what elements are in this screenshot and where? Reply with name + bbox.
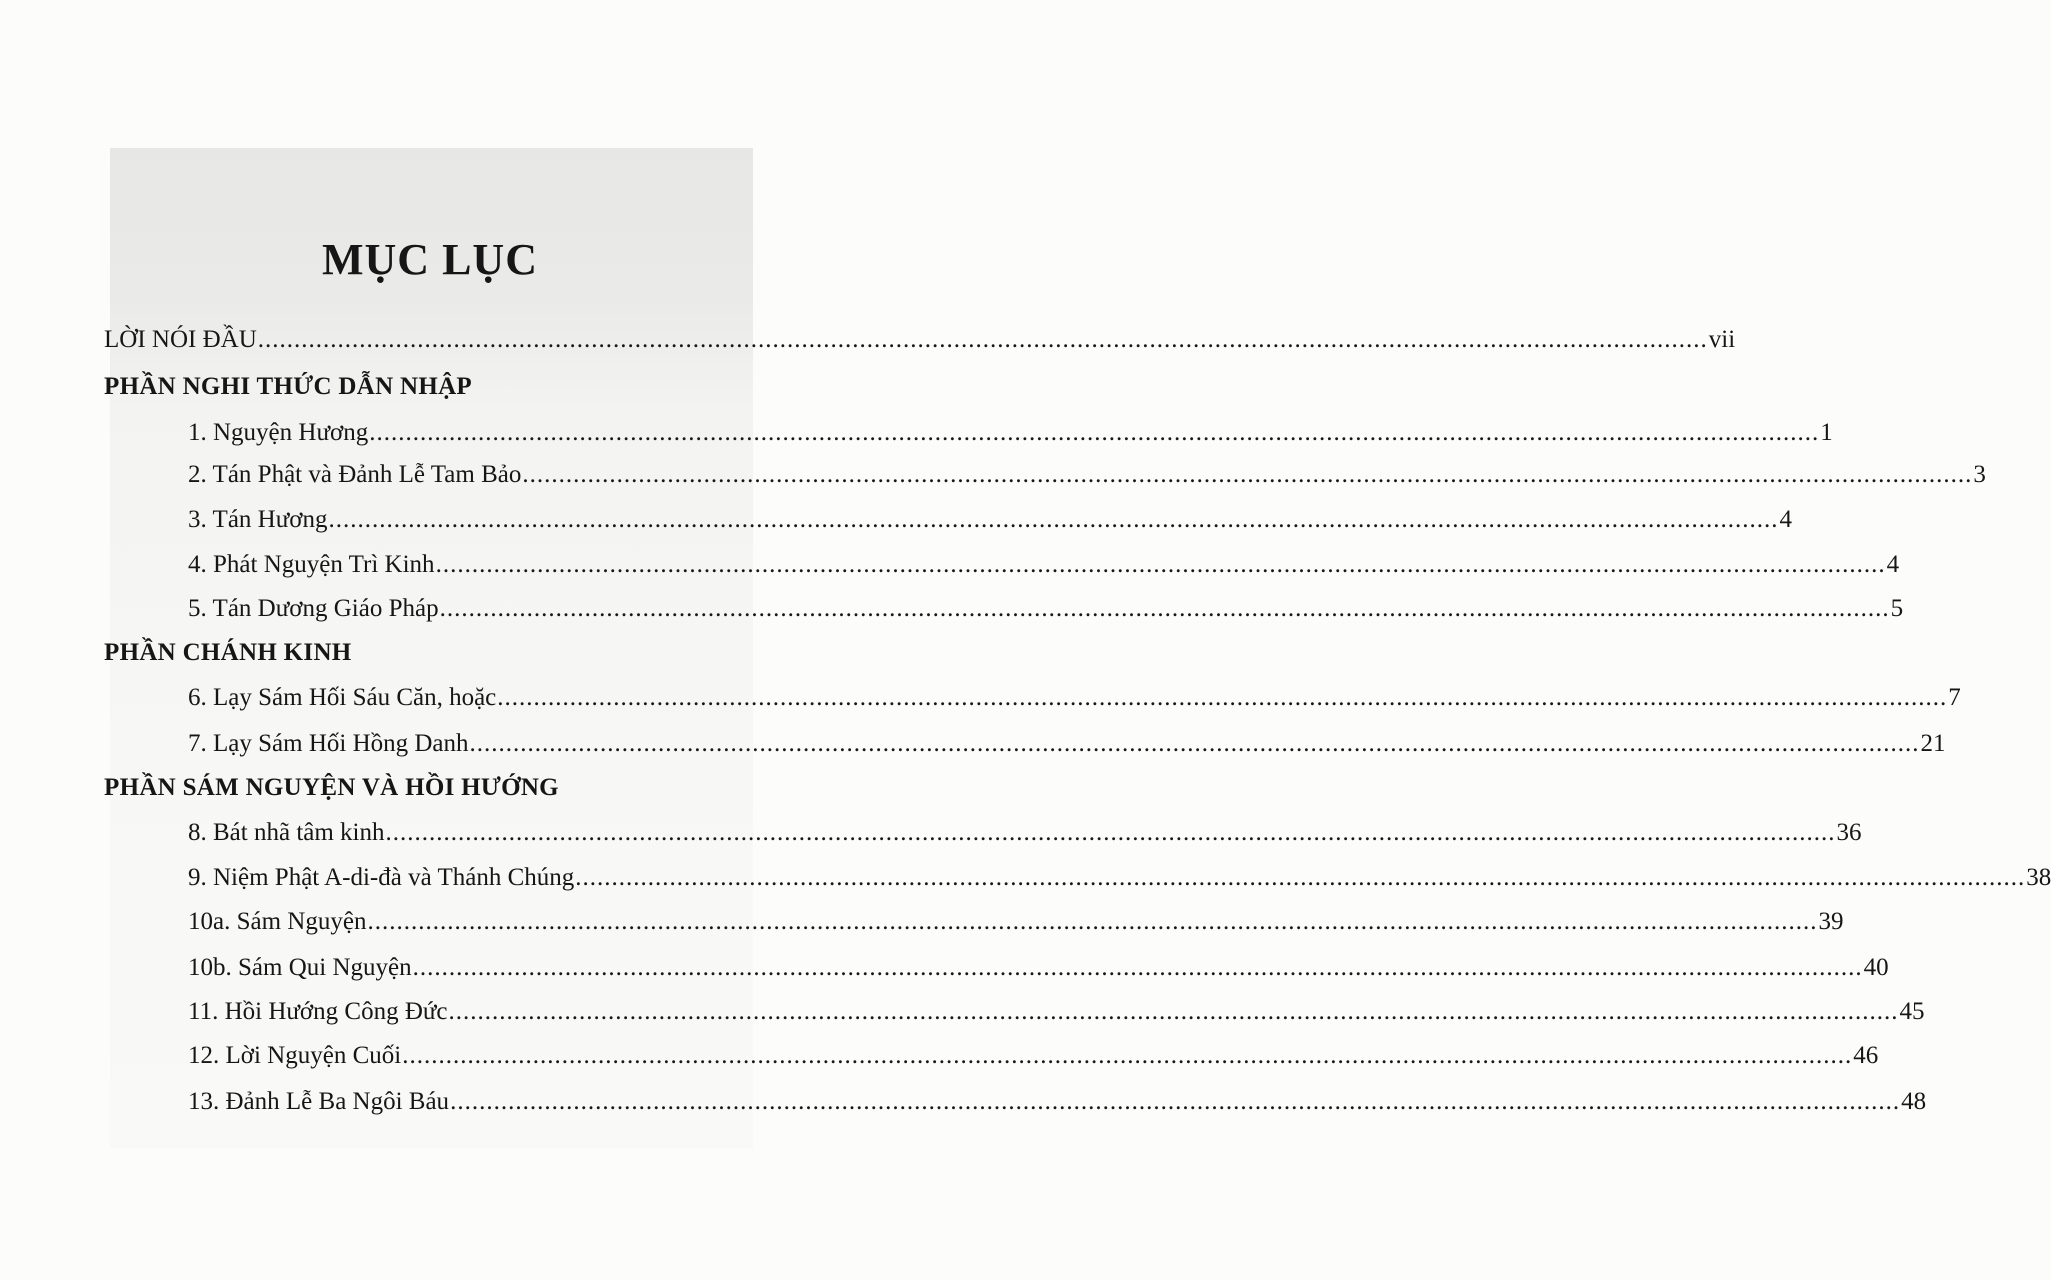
toc-entry[interactable] xyxy=(188,594,1904,624)
toc-entry-label: LỜI NÓI ĐẦU xyxy=(104,326,257,353)
toc-entry[interactable] xyxy=(188,818,1862,848)
section-heading: PHẦN CHÁNH KINH xyxy=(104,639,352,666)
toc-entry-label: 12. Lời Nguyện Cuối xyxy=(188,1042,402,1069)
toc-entry-preface[interactable] xyxy=(104,325,1736,355)
toc-entry-label: 4. Phát Nguyện Trì Kinh xyxy=(188,551,435,578)
toc-entry-page: 4 xyxy=(1779,506,1792,533)
toc-entry[interactable] xyxy=(188,418,1833,448)
toc-entry[interactable] xyxy=(188,1087,1927,1117)
toc-entry-label: 2. Tán Phật và Đảnh Lễ Tam Bảo xyxy=(188,461,522,488)
toc-entry[interactable] xyxy=(188,729,1946,759)
toc-entry-page: 1 xyxy=(1820,419,1833,446)
toc-entry[interactable] xyxy=(188,505,1792,535)
toc-entry[interactable] xyxy=(188,907,1844,937)
dot-leader: ........................................................................................................................................................................................................ xyxy=(412,954,1863,981)
dot-leader: ........................................................................................................................................................................................................ xyxy=(367,908,1818,935)
toc-entry-label: 13. Đảnh Lễ Ba Ngôi Báu xyxy=(188,1088,450,1115)
toc-entry-page: 36 xyxy=(1836,819,1862,846)
page-title: MỤC LỤC xyxy=(322,235,538,284)
dot-leader: ........................................................................................................................................................................................................ xyxy=(522,461,1973,488)
toc-entry[interactable] xyxy=(188,997,1925,1027)
section-heading: PHẦN SÁM NGUYỆN VÀ HỒI HƯỚNG xyxy=(104,774,559,801)
dot-leader: ........................................................................................................................................................................................................ xyxy=(497,684,1948,711)
toc-entry-label: 5. Tán Dương Giáo Pháp xyxy=(188,595,439,622)
toc-entry-label: 10a. Sám Nguyện xyxy=(188,908,367,935)
toc-entry-label: 10b. Sám Qui Nguyện xyxy=(188,954,412,981)
toc-entry-page: vii xyxy=(1708,326,1736,353)
toc-entry-page: 48 xyxy=(1901,1088,1927,1115)
dot-leader: ........................................................................................................................................................................................................ xyxy=(369,419,1820,446)
dot-leader: ........................................................................................................................................................................................................ xyxy=(469,730,1920,757)
toc-entry-label: 8. Bát nhã tâm kinh xyxy=(188,819,385,846)
dot-leader: ........................................................................................................................................................................................................ xyxy=(450,1088,1901,1115)
toc-entry[interactable] xyxy=(188,460,1986,490)
toc-entry[interactable] xyxy=(188,953,1889,983)
toc-entry-page: 45 xyxy=(1899,998,1925,1025)
toc-entry[interactable] xyxy=(188,550,1900,580)
toc-entry-page: 21 xyxy=(1920,730,1946,757)
toc-entry-label: 1. Nguyện Hương xyxy=(188,419,369,446)
toc-entry[interactable] xyxy=(188,683,1961,713)
toc-entry-label: 11. Hồi Hướng Công Đức xyxy=(188,998,448,1025)
toc-entry-page: 7 xyxy=(1948,684,1961,711)
toc-entry-page: 5 xyxy=(1890,595,1904,622)
dot-leader: ........................................................................................................................................................................................................ xyxy=(402,1042,1853,1069)
toc-entry-label: 9. Niệm Phật A-di-đà và Thánh Chúng xyxy=(188,864,575,891)
dot-leader: ........................................................................................................................................................................................................ xyxy=(257,326,1708,353)
dot-leader: ........................................................................................................................................................................................................ xyxy=(328,506,1779,533)
toc-entry-page: 38 xyxy=(2026,864,2051,891)
toc-entry-label: 6. Lạy Sám Hối Sáu Căn, hoặc xyxy=(188,684,497,711)
toc-entry-page: 40 xyxy=(1863,954,1889,981)
table-of-contents xyxy=(104,0,2051,1280)
toc-entry-label: 7. Lạy Sám Hối Hồng Danh xyxy=(188,730,469,757)
toc-entry-page: 46 xyxy=(1853,1042,1879,1069)
toc-entry-label: 3. Tán Hương xyxy=(188,506,328,533)
dot-leader: ........................................................................................................................................................................................................ xyxy=(385,819,1836,846)
toc-entry[interactable] xyxy=(188,863,2051,893)
dot-leader: ........................................................................................................................................................................................................ xyxy=(439,595,1890,622)
dot-leader: ........................................................................................................................................................................................................ xyxy=(435,551,1886,578)
toc-entry-page: 3 xyxy=(1973,461,1986,488)
dot-leader: ........................................................................................................................................................................................................ xyxy=(448,998,1899,1025)
dot-leader: ........................................................................................................................................................................................................ xyxy=(575,864,2026,891)
toc-entry-page: 4 xyxy=(1886,551,1900,578)
toc-entry[interactable] xyxy=(188,1041,1879,1071)
section-heading: PHẦN NGHI THỨC DẪN NHẬP xyxy=(104,373,473,400)
toc-entry-page: 39 xyxy=(1818,908,1844,935)
